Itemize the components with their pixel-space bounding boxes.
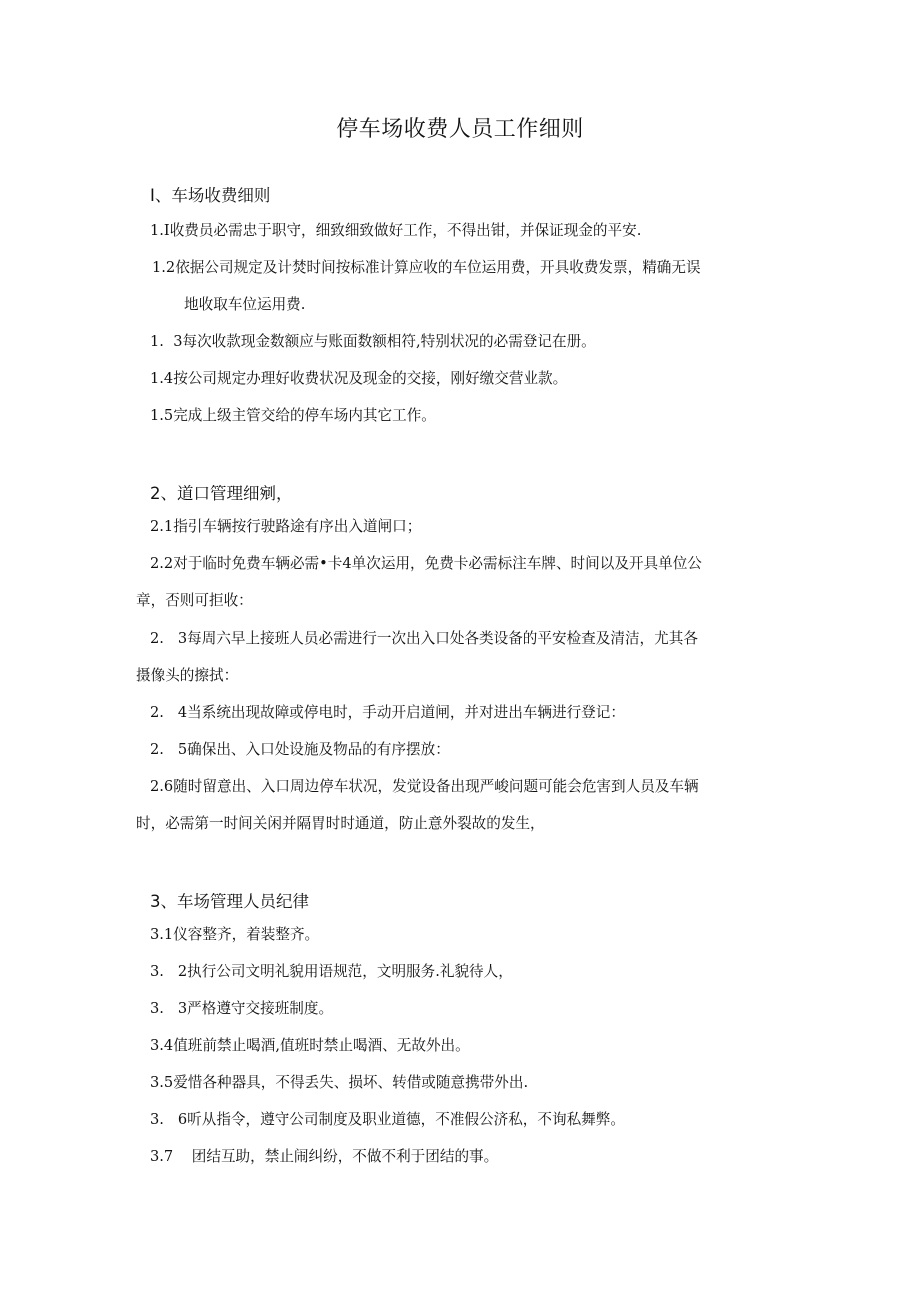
section-3-item: 3. 2执行公司文明礼貌用语规范，文明服务.礼貌待人， <box>150 963 513 980</box>
section-1-item: 1.5完成上级主管交给的停车场内其它工作。 <box>150 407 436 424</box>
section-2-heading: 2、道口管理细剜， <box>150 484 293 503</box>
section-2-item: 2.6随时留意出、入口周边停车状况，发觉设备出现严峻问题可能会危害到人员及车辆 <box>150 778 699 795</box>
section-2-item: 2. 4当系统出现故障或停电时，手动开启道闸，并对进出车辆进行登记： <box>150 704 625 721</box>
section-3-item: 3. 3严格遵守交接班制度。 <box>150 1000 334 1017</box>
section-2-item: 章，否则可拒收： <box>136 592 253 609</box>
section-1-item: 1.I收费员必需忠于职守，细致细致做好工作，不得出钳，并保证现金的平安. <box>150 222 642 239</box>
section-3-item: 3.5爱惜各种器具，不得丢失、损坏、转借或随意携带外出. <box>150 1074 529 1091</box>
section-3-item: 3.4值班前禁止喝酒,值班时禁止喝酒、无故外出。 <box>150 1037 470 1054</box>
section-1-item: 1.2依据公司规定及计焚时间按标准计算应收的车位运用费，开具收费发票，精确无误 <box>152 259 701 276</box>
section-1-heading: I、车场收费细则 <box>150 186 271 205</box>
section-1-item: 1. 3每次收款现金数额应与账面数额相符,特别状况的必需登记在册。 <box>150 333 596 350</box>
section-2-item: 2.2对于临时免费车辆必需•卡4单次运用，免费卡必需标注车牌、时间以及开具单位公 <box>150 555 702 572</box>
section-3-item: 3.1仪容整齐，着装整齐。 <box>150 926 320 943</box>
section-1-item: 地收取车位运用费. <box>184 296 306 313</box>
section-1-item: 1.4按公司规定办理好收费状况及现金的交接，刚好缴交营业款。 <box>150 370 568 387</box>
section-2-item: 2. 5确保出、入口处设施及物品的有序摆放： <box>150 741 450 758</box>
section-2-item: 2. 3每周六早上接班人员必需进行一次出入口处各类设备的平安检查及清洁，尤其各 <box>150 630 698 647</box>
page-title: 停车场收费人员工作细则 <box>336 117 584 142</box>
section-3-item: 3.7 团结互助，禁止闹纠纷，不做不利于团结的事。 <box>150 1148 499 1165</box>
section-3-heading: 3、车场管理人员纪律 <box>150 892 309 911</box>
section-2-item: 摄像头的擦拭： <box>136 667 239 684</box>
section-3-item: 3. 6听从指令，遵守公司制度及职业道德，不准假公济私，不询私舞弊。 <box>150 1111 625 1128</box>
section-2-item: 2.1指引车辆按行驶路途有序出入道闸口； <box>150 518 422 535</box>
section-2-item: 时，必需第一时间关闲并隔胃时时通道，防止意外裂故的发生， <box>136 815 545 832</box>
